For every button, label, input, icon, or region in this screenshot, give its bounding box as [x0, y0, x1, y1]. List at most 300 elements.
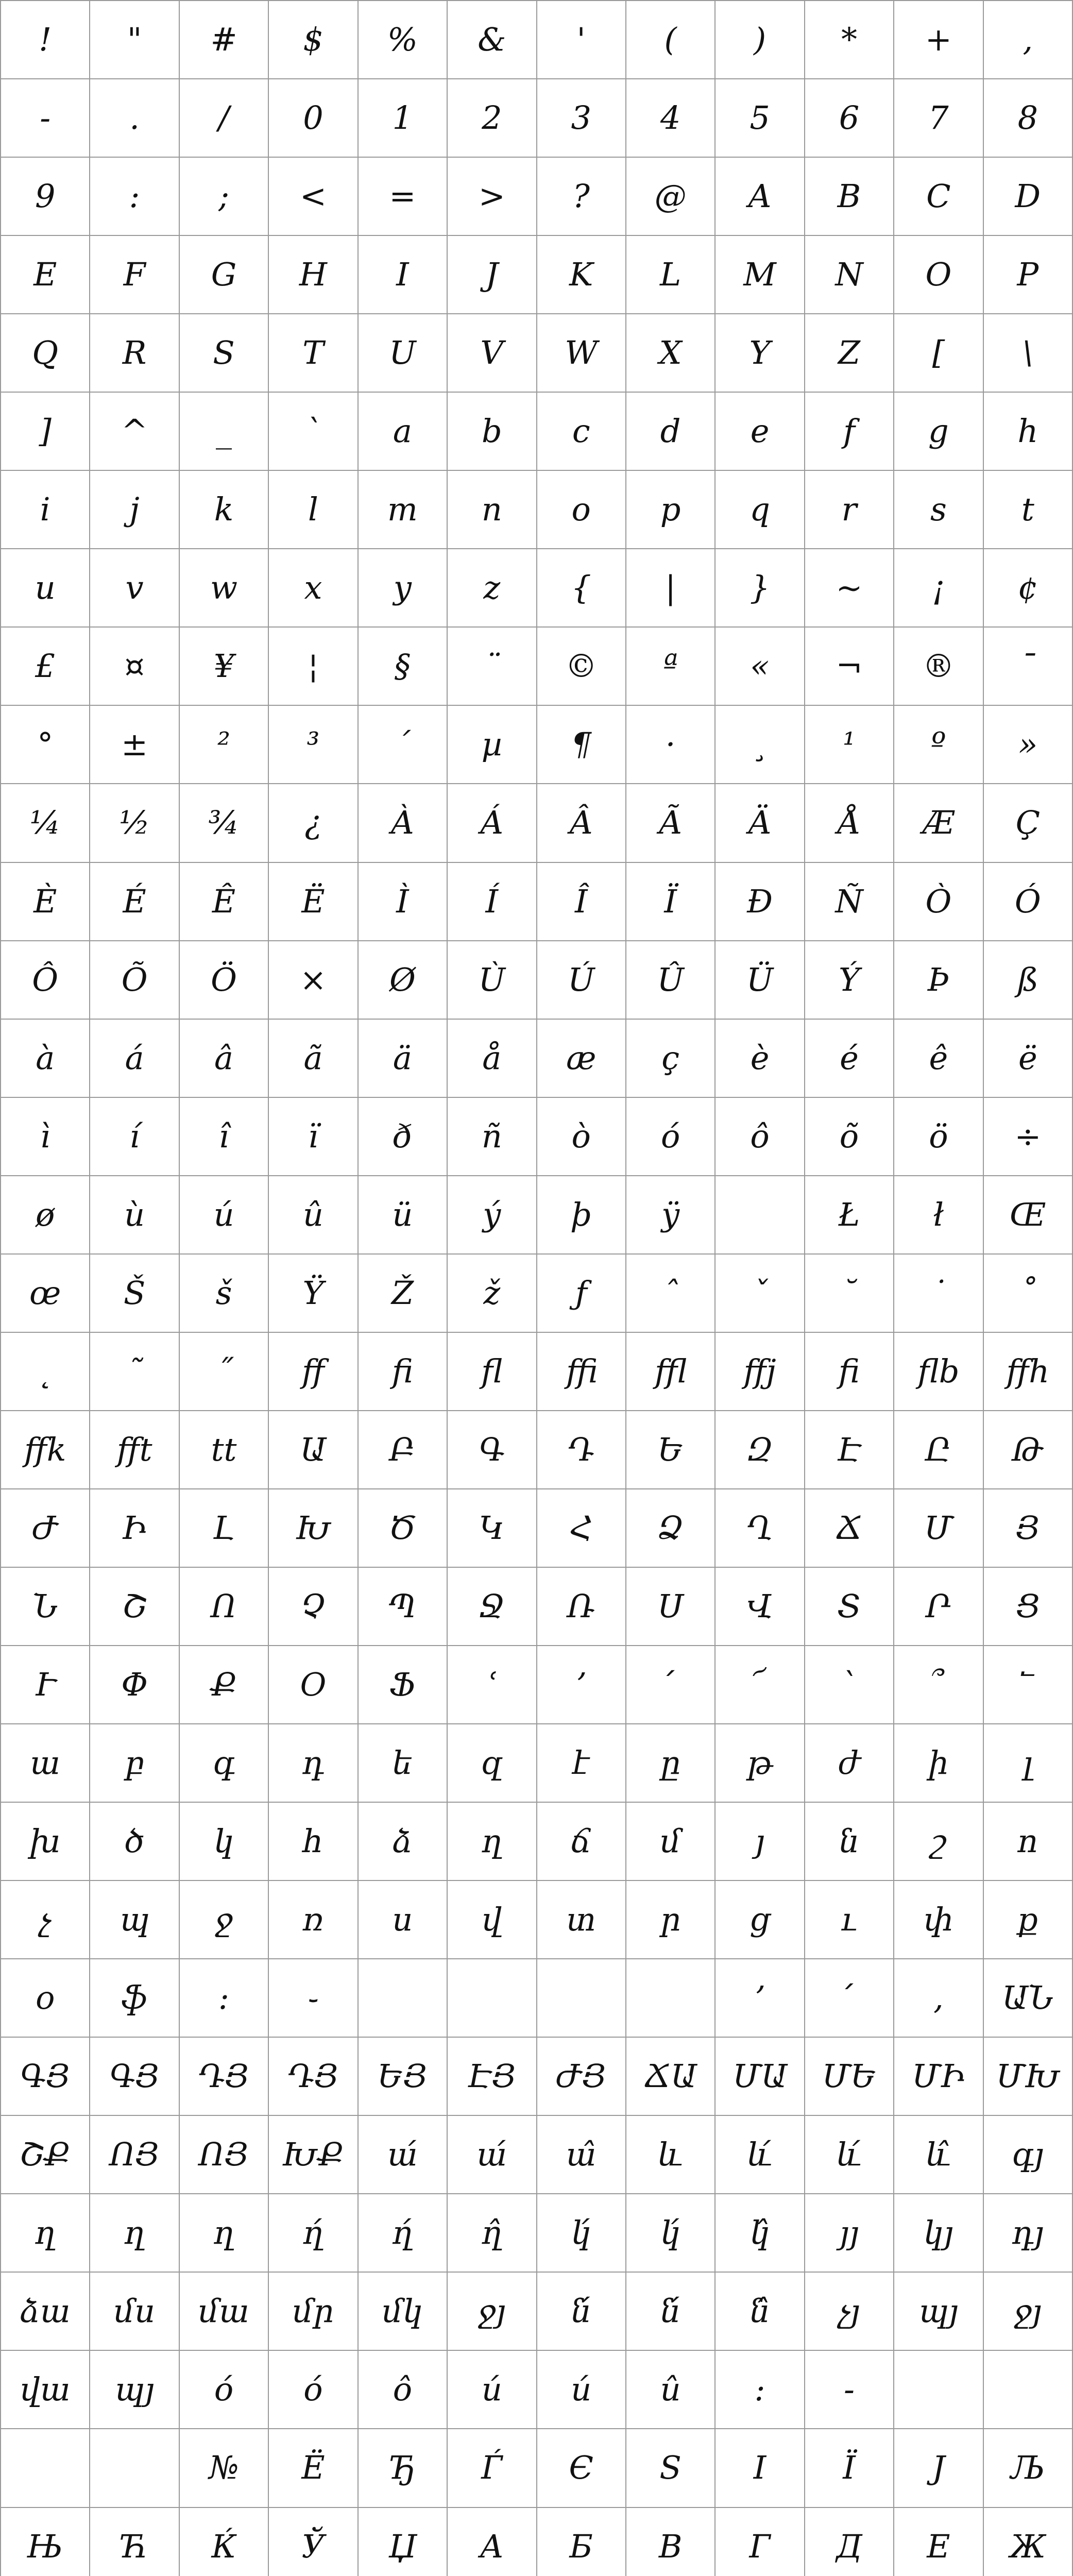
glyph-cell: Q	[1, 314, 90, 393]
glyph-cell: ô	[716, 1098, 805, 1176]
glyph-cell: W	[537, 314, 626, 393]
glyph-cell: ձ	[359, 1803, 448, 1881]
glyph-cell: Ü	[716, 941, 805, 1020]
glyph-cell: տ	[537, 1881, 626, 1959]
glyph-cell: վա	[1, 2351, 90, 2429]
glyph-cell: >	[448, 158, 537, 236]
glyph-cell: ß	[984, 941, 1073, 1020]
glyph-cell: և̂	[894, 2116, 983, 2194]
glyph-cell: ¹	[805, 706, 894, 784]
glyph-cell: ñ	[448, 1098, 537, 1176]
glyph-cell: R	[90, 314, 179, 393]
glyph-cell: ղ̂	[448, 2194, 537, 2273]
glyph-cell: ﬁ	[359, 1333, 448, 1411]
glyph-cell: ÿ	[626, 1176, 716, 1255]
glyph-cell: ն	[805, 1803, 894, 1881]
glyph-cell	[90, 2429, 179, 2507]
glyph-cell: պ	[90, 1881, 179, 1959]
glyph-cell: Փ	[90, 1646, 179, 1724]
glyph-cell: ՈՅ	[90, 2116, 179, 2194]
glyph-cell: թ	[716, 1724, 805, 1803]
glyph-cell: "	[90, 1, 179, 79]
glyph-cell: Æ	[894, 784, 983, 862]
glyph-cell: ±	[90, 706, 179, 784]
glyph-cell: պյ	[894, 2273, 983, 2351]
glyph-cell: Կ	[448, 1489, 537, 1568]
glyph-cell: x	[269, 549, 358, 628]
glyph-cell: ՄԵ	[805, 2038, 894, 2116]
glyph-cell: m	[359, 471, 448, 549]
glyph-cell: I	[716, 2429, 805, 2507]
glyph-cell: ·	[626, 706, 716, 784]
glyph-cell: <	[269, 158, 358, 236]
glyph-cell: ¿	[269, 784, 358, 862]
glyph-cell: §	[359, 628, 448, 706]
glyph-cell: Ł	[805, 1176, 894, 1255]
glyph-cell: Ն	[1, 1568, 90, 1646]
glyph-cell: ø	[1, 1176, 90, 1255]
glyph-cell: õ	[805, 1098, 894, 1176]
glyph-cell: ։	[180, 1959, 269, 2038]
glyph-cell: :	[90, 158, 179, 236]
glyph-cell: ç	[626, 1020, 716, 1098]
glyph-cell: Գ	[448, 1411, 537, 1489]
glyph-cell: ª	[626, 628, 716, 706]
glyph-cell: ©	[537, 628, 626, 706]
glyph-cell: չ	[1, 1881, 90, 1959]
glyph-cell: մա	[180, 2273, 269, 2351]
glyph-cell: В	[626, 2508, 716, 2576]
glyph-cell: Ւ	[1, 1646, 90, 1724]
glyph-cell: ղ	[448, 1803, 537, 1881]
glyph-cell: 8	[984, 79, 1073, 158]
glyph-cell: _	[180, 393, 269, 471]
glyph-cell: Ã	[626, 784, 716, 862]
glyph-cell: J	[448, 236, 537, 314]
glyph-cell: Ղ	[716, 1489, 805, 1568]
glyph-cell: կ́	[537, 2194, 626, 2273]
glyph-cell: I	[359, 236, 448, 314]
glyph-cell: ա̂	[537, 2116, 626, 2194]
glyph-cell: ^	[90, 393, 179, 471]
glyph-cell: ն́	[537, 2273, 626, 2351]
glyph-cell: ˙	[894, 1255, 983, 1333]
glyph-cell: լ	[984, 1724, 1073, 1803]
glyph-cell: պյ	[90, 2351, 179, 2429]
glyph-cell: `	[269, 393, 358, 471]
glyph-cell: յյ	[805, 2194, 894, 2273]
glyph-cell: ð	[359, 1098, 448, 1176]
glyph-cell: Ս	[626, 1568, 716, 1646]
glyph-cell: B	[805, 158, 894, 236]
glyph-cell: æ	[537, 1020, 626, 1098]
glyph-cell: »	[984, 706, 1073, 784]
glyph-cell: 5	[716, 79, 805, 158]
glyph-cell: ԷՅ	[448, 2038, 537, 2116]
glyph-cell: ó	[626, 1098, 716, 1176]
glyph-cell: °	[1, 706, 90, 784]
glyph-cell: Ð	[716, 863, 805, 941]
glyph-cell: G	[180, 236, 269, 314]
glyph-cell: ¯	[984, 628, 1073, 706]
glyph-cell: և́	[805, 2116, 894, 2194]
glyph-cell: Ի	[90, 1489, 179, 1568]
glyph-cell: &	[448, 1, 537, 79]
glyph-cell: Ý	[805, 941, 894, 1020]
glyph-cell: Њ	[1, 2508, 90, 2576]
glyph-cell: Խ	[269, 1489, 358, 1568]
glyph-cell: í	[90, 1098, 179, 1176]
glyph-cell: |	[626, 549, 716, 628]
glyph-cell: ú	[537, 2351, 626, 2429]
glyph-cell: А	[448, 2508, 537, 2576]
glyph-cell: կ	[180, 1803, 269, 1881]
glyph-cell: h	[984, 393, 1073, 471]
glyph-cell: է	[537, 1724, 626, 1803]
glyph-cell: Է	[805, 1411, 894, 1489]
glyph-cell: ã	[269, 1020, 358, 1098]
glyph-cell: Ֆ	[359, 1646, 448, 1724]
glyph-cell: Д	[805, 2508, 894, 2576]
glyph-cell: ռ	[269, 1881, 358, 1959]
glyph-cell: )	[716, 1, 805, 79]
glyph-cell: ո	[984, 1803, 1073, 1881]
glyph-cell: ô	[359, 2351, 448, 2429]
glyph-cell: ˜	[90, 1333, 179, 1411]
glyph-cell: ղ́	[359, 2194, 448, 2273]
glyph-cell: f	[805, 393, 894, 471]
glyph-cell: խ	[1, 1803, 90, 1881]
glyph-cell: #	[180, 1, 269, 79]
glyph-cell: 7	[894, 79, 983, 158]
glyph-cell: K	[537, 236, 626, 314]
glyph-cell: Џ	[359, 2508, 448, 2576]
glyph-cell: 4	[626, 79, 716, 158]
glyph-cell: ¸	[716, 706, 805, 784]
glyph-cell: ²	[180, 706, 269, 784]
glyph-cell: -	[805, 2351, 894, 2429]
glyph-cell: Ж	[984, 2508, 1073, 2576]
glyph-cell: Ե	[626, 1411, 716, 1489]
glyph-cell: զ	[448, 1724, 537, 1803]
glyph-cell: ՛	[626, 1646, 716, 1724]
glyph-cell: +	[894, 1, 983, 79]
glyph-cell: û	[269, 1176, 358, 1255]
glyph-cell: H	[269, 236, 358, 314]
glyph-cell: J	[894, 2429, 983, 2507]
glyph-cell: մր	[269, 2273, 358, 2351]
glyph-cell: ý	[448, 1176, 537, 1255]
glyph-cell: Þ	[894, 941, 983, 1020]
glyph-cell: â	[180, 1020, 269, 1098]
glyph-cell	[984, 2351, 1073, 2429]
glyph-cell: ﬁ	[805, 1333, 894, 1411]
glyph-cell: ե	[359, 1724, 448, 1803]
glyph-cell: n	[448, 471, 537, 549]
glyph-cell: ջյ	[984, 2273, 1073, 2351]
glyph-cell: Î	[537, 863, 626, 941]
glyph-cell: ԺՅ	[537, 2038, 626, 2116]
glyph-cell: Є	[537, 2429, 626, 2507]
glyph-cell: ԴՅ	[269, 2038, 358, 2116]
glyph-cell: ~	[805, 549, 894, 628]
glyph-cell: s	[894, 471, 983, 549]
glyph-cell: k	[180, 471, 269, 549]
glyph-cell: Ç	[984, 784, 1073, 862]
glyph-cell: Ք	[180, 1646, 269, 1724]
glyph-cell: ü	[359, 1176, 448, 1255]
glyph-cell: z	[448, 549, 537, 628]
glyph-cell: (	[626, 1, 716, 79]
glyph-cell: Ñ	[805, 863, 894, 941]
glyph-cell: ւ	[805, 1881, 894, 1959]
glyph-cell: կ́	[626, 2194, 716, 2273]
glyph-cell: ԵՅ	[359, 2038, 448, 2116]
glyph-cell: œ	[1, 1255, 90, 1333]
glyph-cell: Ÿ	[269, 1255, 358, 1333]
glyph-cell: ﬀt	[90, 1411, 179, 1489]
glyph-cell: î	[180, 1098, 269, 1176]
glyph-cell: ղ	[90, 2194, 179, 2273]
glyph-cell: =	[359, 158, 448, 236]
glyph-cell: j	[90, 471, 179, 549]
glyph-cell: p	[626, 471, 716, 549]
glyph-cell: ﬀh	[984, 1333, 1073, 1411]
glyph-cell: Ì	[359, 863, 448, 941]
glyph-cell: Ա	[269, 1411, 358, 1489]
glyph-cell: Y	[716, 314, 805, 393]
glyph-cell: Չ	[269, 1568, 358, 1646]
glyph-cell: M	[716, 236, 805, 314]
glyph-cell: }	[716, 549, 805, 628]
glyph-cell: Ր	[894, 1568, 983, 1646]
glyph-cell: Հ	[537, 1489, 626, 1568]
glyph-cell: ՄԱ	[716, 2038, 805, 2116]
glyph-cell: à	[1, 1020, 90, 1098]
glyph-cell: ի	[894, 1724, 983, 1803]
glyph-cell: ú	[448, 2351, 537, 2429]
glyph-cell: ¡	[894, 549, 983, 628]
glyph-cell: ﬂb	[894, 1333, 983, 1411]
glyph-cell: u	[1, 549, 90, 628]
glyph-cell: ﬀk	[1, 1411, 90, 1489]
glyph-cell: շ	[894, 1803, 983, 1881]
glyph-cell: Å	[805, 784, 894, 862]
glyph-cell: մս	[90, 2273, 179, 2351]
glyph-cell: Í	[448, 863, 537, 941]
glyph-cell: ?	[537, 158, 626, 236]
glyph-cell: º	[894, 706, 983, 784]
glyph-cell: ˘	[805, 1255, 894, 1333]
glyph-cell: Ø	[359, 941, 448, 1020]
glyph-cell: 0	[269, 79, 358, 158]
glyph-cell: r	[805, 471, 894, 549]
glyph-cell: ;	[180, 158, 269, 236]
glyph-cell: /	[180, 79, 269, 158]
glyph-cell: D	[984, 158, 1073, 236]
glyph-cell: $	[269, 1, 358, 79]
glyph-cell: ր	[626, 1881, 716, 1959]
glyph-cell: Մ	[894, 1489, 983, 1568]
glyph-cell: Զ	[716, 1411, 805, 1489]
glyph-cell	[359, 1959, 448, 2038]
glyph-cell: ՚	[537, 1646, 626, 1724]
glyph-cell: Յ	[984, 1489, 1073, 1568]
glyph-cell: ï	[269, 1098, 358, 1176]
glyph-cell: ¤	[90, 628, 179, 706]
glyph-cell: c	[537, 393, 626, 471]
glyph-cell: ա́	[448, 2116, 537, 2194]
glyph-cell: b	[448, 393, 537, 471]
glyph-cell: ä	[359, 1020, 448, 1098]
glyph-cell: E	[1, 236, 90, 314]
glyph-cell: 1	[359, 79, 448, 158]
glyph-cell	[537, 1959, 626, 2038]
glyph-cell: å	[448, 1020, 537, 1098]
glyph-cell: Ў	[269, 2508, 358, 2576]
glyph-cell: v	[90, 549, 179, 628]
glyph-cell: Š	[90, 1255, 179, 1333]
glyph-cell: ղ	[180, 2194, 269, 2273]
glyph-cell: ՜	[716, 1646, 805, 1724]
glyph-cell: ƒ	[537, 1255, 626, 1333]
glyph-cell: ծ	[90, 1803, 179, 1881]
glyph-cell: V	[448, 314, 537, 393]
glyph-cell: .	[90, 79, 179, 158]
glyph-cell: կյ	[894, 2194, 983, 2273]
glyph-cell: q	[716, 471, 805, 549]
glyph-cell: գյ	[984, 2116, 1073, 2194]
glyph-cell: Ê	[180, 863, 269, 941]
glyph-cell: ժ	[805, 1724, 894, 1803]
glyph-cell: ճ	[537, 1803, 626, 1881]
glyph-cell: ´	[359, 706, 448, 784]
glyph-cell: Լ	[180, 1489, 269, 1568]
glyph-cell: ö	[894, 1098, 983, 1176]
glyph-cell: ®	[894, 628, 983, 706]
glyph-cell: Ճ	[805, 1489, 894, 1568]
glyph-cell: *	[805, 1, 894, 79]
glyph-cell: tt	[180, 1411, 269, 1489]
glyph-cell: գ	[180, 1724, 269, 1803]
glyph-cell: և́	[716, 2116, 805, 2194]
glyph-cell: Դ	[537, 1411, 626, 1489]
glyph-cell: [	[894, 314, 983, 393]
glyph-cell: Թ	[984, 1411, 1073, 1489]
glyph-cell: Ž	[359, 1255, 448, 1333]
glyph-cell: ց	[716, 1881, 805, 1959]
glyph-cell: ղ́	[269, 2194, 358, 2273]
glyph-cell: ք	[984, 1881, 1073, 1959]
glyph-cell: X	[626, 314, 716, 393]
glyph-cell: š	[180, 1255, 269, 1333]
glyph-cell: U	[359, 314, 448, 393]
glyph-cell: ˝	[180, 1333, 269, 1411]
glyph-cell: ¾	[180, 784, 269, 862]
glyph-cell: դ	[269, 1724, 358, 1803]
glyph-cell: Ò	[894, 863, 983, 941]
glyph-cell: Ժ	[1, 1489, 90, 1568]
glyph-cell: Վ	[716, 1568, 805, 1646]
glyph-cell: Ï	[626, 863, 716, 941]
glyph-cell: ջ	[180, 1881, 269, 1959]
glyph-cell: L	[626, 236, 716, 314]
glyph-cell: ³	[269, 706, 358, 784]
glyph-cell: Ó	[984, 863, 1073, 941]
glyph-cell: ˇ	[716, 1255, 805, 1333]
glyph-cell: փ	[894, 1881, 983, 1959]
glyph-cell: A	[716, 158, 805, 236]
glyph-cell: a	[359, 393, 448, 471]
glyph-cell: ը	[626, 1724, 716, 1803]
glyph-cell: !	[1, 1, 90, 79]
glyph-cell: 3	[537, 79, 626, 158]
glyph-cell: Տ	[805, 1568, 894, 1646]
glyph-cell: հ	[269, 1803, 358, 1881]
glyph-cell: ł	[894, 1176, 983, 1255]
glyph-cell: Բ	[359, 1411, 448, 1489]
glyph-cell: ¢	[984, 549, 1073, 628]
glyph-cell: Ռ	[537, 1568, 626, 1646]
glyph-cell: ž	[448, 1255, 537, 1333]
glyph-cell: i	[1, 471, 90, 549]
glyph-cell: Ú	[537, 941, 626, 1020]
glyph-cell: ղ	[1, 2194, 90, 2273]
glyph-cell: Ќ	[180, 2508, 269, 2576]
glyph-cell: û	[626, 2351, 716, 2429]
glyph-cell: ˆ	[626, 1255, 716, 1333]
glyph-cell: ՞	[894, 1646, 983, 1724]
glyph-cell: l	[269, 471, 358, 549]
glyph-cell: S	[626, 2429, 716, 2507]
glyph-cell: ՚	[716, 1959, 805, 2038]
glyph-cell: ¨	[448, 628, 537, 706]
glyph-cell: ê	[894, 1020, 983, 1098]
glyph-cell	[448, 1959, 537, 2038]
glyph-cell: ﬄ	[626, 1333, 716, 1411]
glyph-cell: ½	[90, 784, 179, 862]
glyph-cell: ԳՅ	[90, 2038, 179, 2116]
glyph-cell: մկ	[359, 2273, 448, 2351]
glyph-cell: ,	[984, 1, 1073, 79]
glyph-cell: Ë	[269, 2429, 358, 2507]
glyph-cell: ԽՔ	[269, 2116, 358, 2194]
glyph-cell	[716, 1176, 805, 1255]
glyph-cell: 6	[805, 79, 894, 158]
glyph-cell: Ձ	[626, 1489, 716, 1568]
glyph-cell: o	[537, 471, 626, 549]
glyph-cell	[894, 2351, 983, 2429]
glyph-cell: '	[537, 1, 626, 79]
glyph-cell: ¬	[805, 628, 894, 706]
glyph-cell: և	[626, 2116, 716, 2194]
glyph-cell: Ђ	[359, 2429, 448, 2507]
glyph-cell: ՟	[984, 1646, 1073, 1724]
glyph-cell: Ց	[984, 1568, 1073, 1646]
glyph-cell: ù	[90, 1176, 179, 1255]
glyph-cell: ﬂ	[448, 1333, 537, 1411]
glyph-cell: %	[359, 1, 448, 79]
glyph-cell: ¶	[537, 706, 626, 784]
glyph-cell: d	[626, 393, 716, 471]
glyph-cell: ա	[1, 1724, 90, 1803]
glyph-cell: N	[805, 236, 894, 314]
glyph-cell: յ	[716, 1803, 805, 1881]
glyph-cell: á	[90, 1020, 179, 1098]
glyph-cell: ó	[180, 2351, 269, 2429]
glyph-cell: y	[359, 549, 448, 628]
glyph-cell: 2	[448, 79, 537, 158]
